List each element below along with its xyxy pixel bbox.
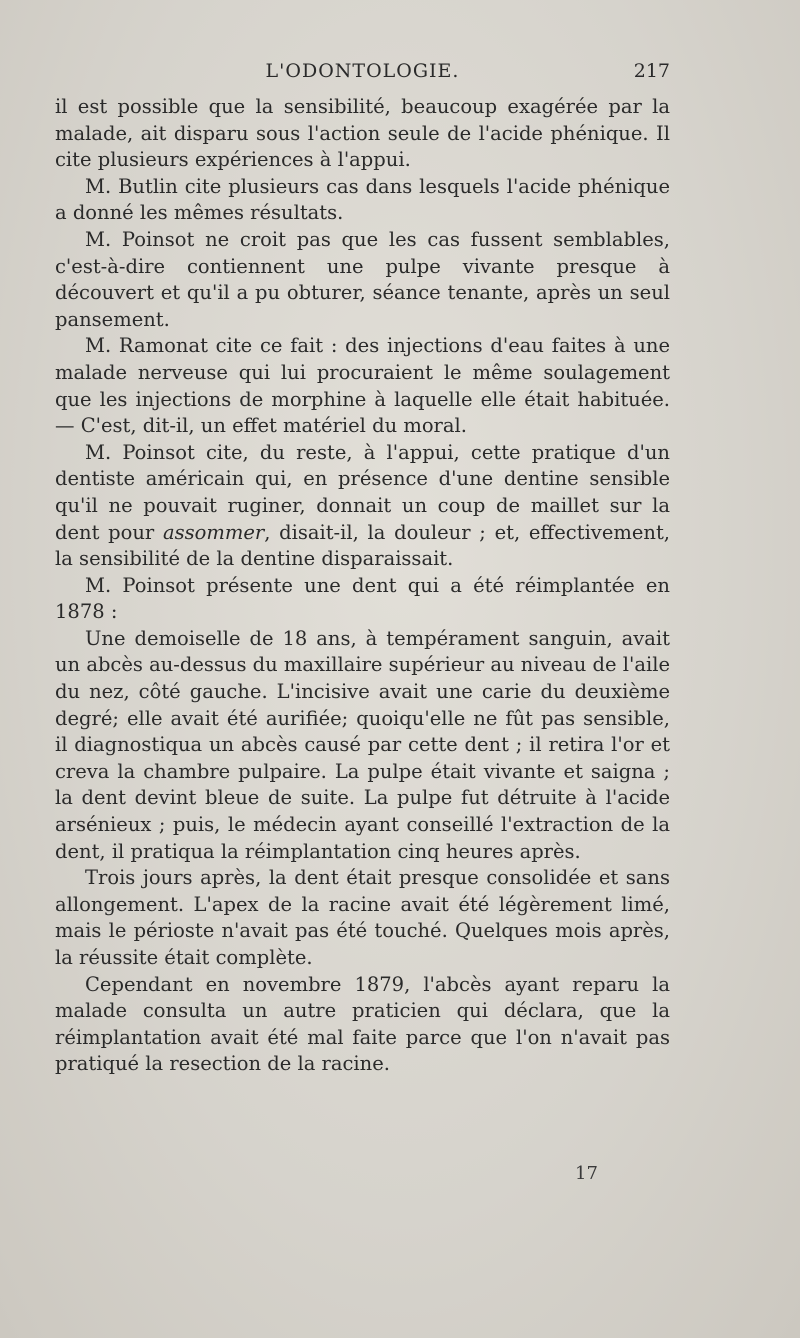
body-text bbox=[55, 94, 670, 1078]
paragraph-5-after: , disait-il, la douleur ; et, effectivement, la sensibilité de la dentine disparaissait. bbox=[55, 520, 670, 571]
paragraph-4: M. Ramonat cite ce fait : des injections d'eau faites à une malade nerveuse qui lui procuraient le même soulagement que les injections de morphine à laquelle elle était habituée. — C'est, dit-il, un effet matériel du moral. bbox=[55, 334, 670, 438]
paragraph-6: M. Poinsot présente une dent qui a été réimplantée en 1878 : bbox=[55, 573, 670, 624]
paragraph-9: Cependant en novembre 1879, l'abcès ayant reparu la malade consulta un autre praticien qui déclara, que la réimplantation avait été mal faite parce que l'on n'avait pas pratiqué la resection de la racine. bbox=[55, 972, 670, 1076]
running-head bbox=[55, 60, 670, 94]
emphasis-assommer: assommer bbox=[162, 520, 265, 544]
paragraph-1: il est possible que la sensibilité, beaucoup exagérée par la malade, ait disparu sous l'action seule de l'acide phénique. Il cite plusieurs expériences à l'appui. bbox=[55, 95, 670, 172]
signature-mark: 17 bbox=[575, 1163, 598, 1184]
paragraph-5-before: M. Poinsot cite, du reste, à l'appui, cette pratique d'un dentiste américain qui, en présence d'une dentine sensible qu'il ne pouvait ruginer, donnait un coup de maillet sur la dent pour bbox=[55, 440, 670, 544]
paragraph-5 bbox=[55, 440, 670, 573]
running-title: L'ODONTOLOGIE. bbox=[265, 60, 460, 82]
paragraph-2: M. Butlin cite plusieurs cas dans lesquels l'acide phénique a donné les mêmes résultats. bbox=[55, 174, 670, 225]
page bbox=[55, 60, 670, 1078]
page-number: 217 bbox=[633, 60, 670, 82]
paragraph-8: Trois jours après, la dent était presque consolidée et sans allongement. L'apex de la racine avait été légèrement limé, mais le périoste n'avait pas été touché. Quelques mois après, la réussite était complète. bbox=[55, 866, 670, 969]
paragraph-3: M. Poinsot ne croit pas que les cas fussent semblables, c'est-à-dire contiennent une pulpe vivante presque à découvert et qu'il a pu obturer, séance tenante, après un seul pansement. bbox=[55, 227, 670, 331]
paragraph-7: Une demoiselle de 18 ans, à tempérament sanguin, avait un abcès au-dessus du maxillaire supérieur au niveau de l'aile du nez, côté gauche. L'incisive avait une carie du deuxième degré; elle avait été aurifiée; quoiqu'elle ne fût pas sensible, il diagnostiqua un abcès causé par cette dent ; il retira l'or et creva la chambre pulpaire. La pulpe était vivante et saigna ; la dent devint bleue de suite. La pulpe fut détruite à l'acide arsénieux ; puis, le médecin ayant conseillé l'extraction de la dent, il pratiqua la réimplantation cinq heures après. bbox=[55, 626, 670, 863]
